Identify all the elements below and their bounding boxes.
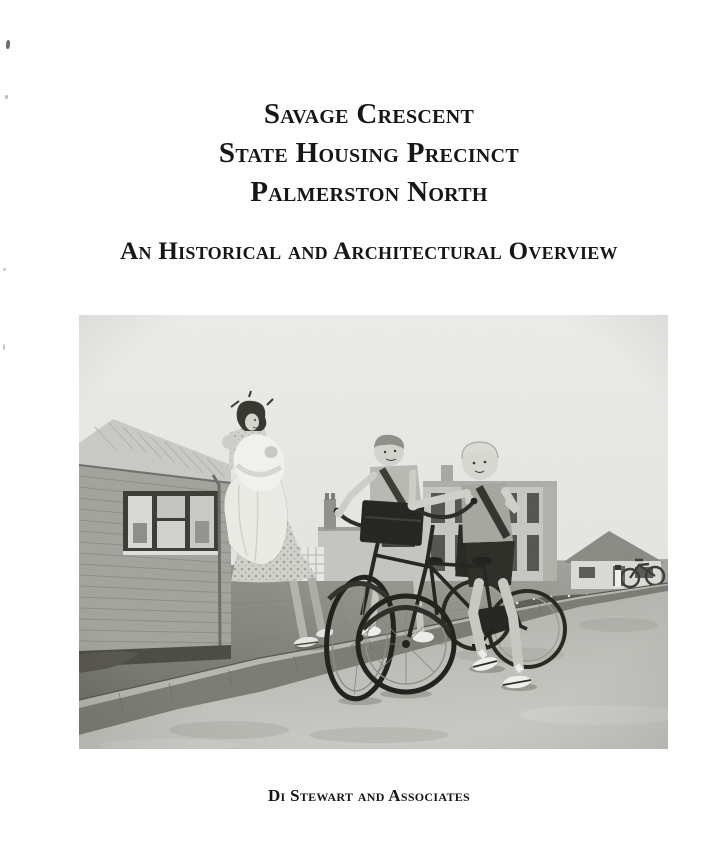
- scan-artifact: [5, 95, 8, 99]
- scan-artifact: [3, 344, 5, 350]
- photo-illustration: [79, 315, 668, 749]
- scan-artifact: [3, 268, 6, 271]
- author-line: Di Stewart and Associates: [267, 786, 471, 805]
- scan-artifact: [6, 40, 11, 49]
- vignette-overlay: [79, 315, 668, 749]
- title-line-1: Savage Crescent: [263, 98, 475, 130]
- title-line-2: State Housing Precinct: [218, 137, 520, 169]
- title-line-3: Palmerston North: [250, 176, 488, 208]
- title-block: [26, 95, 712, 212]
- cover-photograph: [79, 315, 668, 749]
- document-subtitle: An Historical and Architectural Overview: [120, 238, 618, 265]
- document-title: [26, 95, 712, 212]
